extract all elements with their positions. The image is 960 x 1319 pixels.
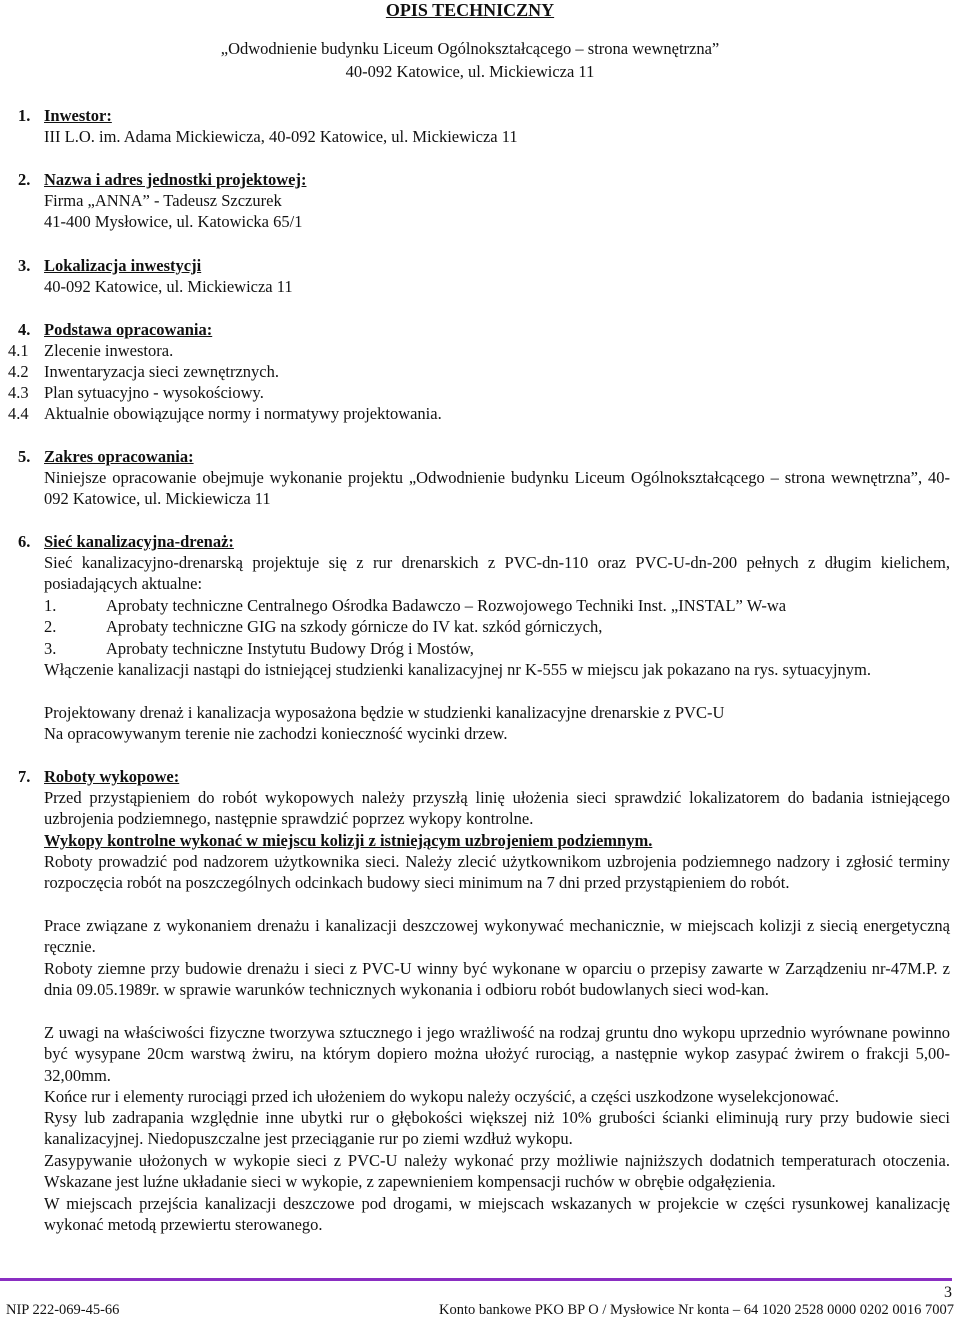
list-item	[0, 616, 906, 637]
basis-item-number: 4.3	[8, 383, 29, 402]
section-2-heading	[18, 169, 306, 190]
trench-bedding-paragraph: Z uwagi na właściwości fizyczne tworzywa sztucznego i jego wrażliwość na rodzaj gruntu dno wykopu uprzednio wyrównane powinno być wysypane 20cm warstwą żwiru, na którym dopiero można ułożyć rurociąg, a następnie wykop zasypać żwirem o frakcji 5,00-32,00mm.	[44, 1023, 950, 1085]
project-address: 40-092 Katowice, ul. Mickiewicza 11	[345, 62, 595, 81]
section-label: Podstawa opracowania:	[44, 320, 213, 339]
section-label: Nazwa i adres jednostki projektowej:	[44, 170, 307, 189]
excavation-paragraph: Przed przystąpieniem do robót wykopowych należy przyszłą linię ułożenia sieci sprawdzić lokalizatorem do badania istniejącego uzbrojenia podziemnego, następnie sprawdzić poprzez wykopy kontrolne.	[44, 788, 950, 829]
basis-item-number: 4.1	[8, 341, 29, 360]
sewer-intro-paragraph: Sieć kanalizacyjno-drenarską projektuje się z rur drenarskich z PVC-dn-110 oraz PVC-U-dn-200 pełnych z długim kielichem, posiadających aktualne:	[44, 553, 950, 594]
section-number: 6.	[18, 532, 31, 551]
section-number: 7.	[18, 767, 31, 786]
section-label: Lokalizacja inwestycji	[44, 256, 202, 275]
section-label: Inwestor:	[44, 106, 112, 125]
section-number: 4.	[18, 320, 31, 339]
document-title: OPIS TECHNICZNY	[385, 0, 555, 20]
drainage-equipment-paragraph: Projektowany drenaż i kanalizacja wyposażona będzie w studzienki kanalizacyjne drenarskie z PVC-U	[44, 703, 725, 722]
investment-location: 40-092 Katowice, ul. Mickiewicza 11	[44, 277, 293, 296]
investor-name: III L.O. im. Adama Mickiewicza, 40-092 Katowice, ul. Mickiewicza 11	[44, 127, 518, 146]
basis-item-text: Plan sytuacyjno - wysokościowy.	[44, 383, 264, 402]
list-item	[0, 595, 906, 616]
list-item-text: Aprobaty techniczne Centralnego Ośrodka Badawczo – Rozwojowego Techniki Inst. „INSTAL” W-wa	[106, 596, 787, 615]
list-item-number: 1.	[44, 596, 57, 615]
pipe-cleaning-paragraph: Końce rur i elementy rurociągi przed ich ułożeniem do wykopu należy oczyścić, a części uszkodzone wyselekcjonować.	[44, 1087, 839, 1106]
list-item-text: Aprobaty techniczne GIG na szkody górnicze do IV kat. szkód górniczych,	[106, 617, 603, 637]
backfill-paragraph: Zasypywanie ułożonych w wykopie sieci z PVC-U należy wykonać przy możliwie najniższych dodatnich temperaturach otoczenia. Wskazane jest luźne układanie sieci w wykopie, z zapewnieniem kompensacji ruchów w obrębie odgałęzienia.	[44, 1151, 950, 1192]
section-1-heading	[18, 105, 112, 126]
basis-item-text: Aktualnie obowiązujące normy i normatywy projektowania.	[44, 404, 442, 423]
page-number: 3	[944, 1284, 952, 1301]
connection-paragraph: Włączenie kanalizacji nastąpi do istniejącej studzienki kanalizacyjnej nr K-555 w miejscu jak pokazano na rys. sytuacyjnym.	[44, 660, 871, 679]
section-label: Sieć kanalizacyjna-drenaż:	[44, 532, 234, 551]
section-3-heading	[18, 255, 201, 276]
project-title: „Odwodnienie budynku Liceum Ogólnokształcącego – strona wewnętrzna”	[220, 39, 720, 58]
basis-item-text: Zlecenie inwestora.	[44, 341, 174, 360]
section-5-heading	[18, 446, 194, 467]
basis-item-number: 4.4	[8, 404, 29, 423]
basis-item-number: 4.2	[8, 362, 29, 381]
basis-item-text: Inwentaryzacja sieci zewnętrznych.	[44, 362, 279, 381]
section-number: 5.	[18, 447, 31, 466]
pipe-damage-paragraph: Rysy lub zadrapania względnie inne ubytki rur o głębokości większej niż 10% grubości ścianki eliminują rury przy budowie sieci kanalizacyjnej. Niedopuszczalne jest przeciąganie rur po ziemi wzdłuż wykopu.	[44, 1108, 950, 1149]
earthworks-paragraph: Roboty ziemne przy budowie drenażu i sieci z PVC-U winny być wykonane w oparciu o przepisy zawarte w Zarządzeniu nr-47M.P. z dnia 09.05.1989r. w sprawie warunków technicznych wykonania i odbioru robót budowlanych sieci wod-kan.	[44, 959, 950, 1000]
basis-item	[8, 403, 442, 424]
basis-item	[8, 361, 279, 382]
footer-bank-account: Konto bankowe PKO BP O / Mysłowice Nr konta – 64 1020 2528 0000 0202 0016 7007	[439, 1302, 954, 1318]
footer-divider	[0, 1278, 952, 1281]
basis-item	[8, 382, 264, 403]
list-item-number: 2.	[44, 617, 57, 637]
scope-paragraph: Niniejsze opracowanie obejmuje wykonanie projektu „Odwodnienie budynku Liceum Ogólnokształcącego – strona wewnętrzna”, 40-092 Katowice, ul. Mickiewicza 11	[44, 468, 950, 509]
footer-nip: NIP 222-069-45-66	[6, 1302, 120, 1318]
control-trench-paragraph: Wykopy kontrolne wykonać w miejscu kolizji z istniejącym uzbrojeniem podziemnym.	[44, 831, 653, 850]
mechanical-works-paragraph: Prace związane z wykonaniem drenażu i kanalizacji deszczowej wykonywać mechanicznie, w miejscach kolizji z siecią energetyczną ręcznie.	[44, 916, 950, 957]
designer-name: Firma „ANNA” - Tadeusz Szczurek	[44, 191, 282, 210]
list-item-number: 3.	[44, 638, 57, 658]
section-number: 1.	[18, 106, 31, 125]
section-number: 3.	[18, 256, 31, 275]
section-6-heading	[18, 531, 234, 552]
section-7-heading	[18, 766, 179, 787]
section-label: Zakres opracowania:	[44, 447, 194, 466]
list-item-text: Aprobaty techniczne Instytutu Budowy Dróg i Mostów,	[106, 638, 474, 658]
supervision-paragraph: Roboty prowadzić pod nadzorem użytkownika sieci. Należy zlecić użytkownikom uzbrojenia podziemnego nadzory i zgłosić terminy rozpoczęcia robót na poszczególnych odcinkach budowy sieci minimum na 7 dni przed przystąpieniem do robót.	[44, 852, 950, 893]
section-label: Roboty wykopowe:	[44, 767, 180, 786]
basis-item	[8, 340, 173, 361]
tree-removal-paragraph: Na opracowywanym terenie nie zachodzi konieczność wycinki drzew.	[44, 724, 508, 743]
designer-address: 41-400 Mysłowice, ul. Katowicka 65/1	[44, 212, 303, 231]
road-crossing-paragraph: W miejscach przejścia kanalizacji deszczowe pod drogami, w miejscach wskazanych w projekcie w części rysunkowej kanalizację wykonać metodą przewiertu sterowanego.	[44, 1194, 950, 1235]
section-number: 2.	[18, 170, 31, 189]
list-item	[0, 638, 906, 659]
approvals-list	[44, 595, 950, 659]
section-4-heading	[18, 319, 212, 340]
